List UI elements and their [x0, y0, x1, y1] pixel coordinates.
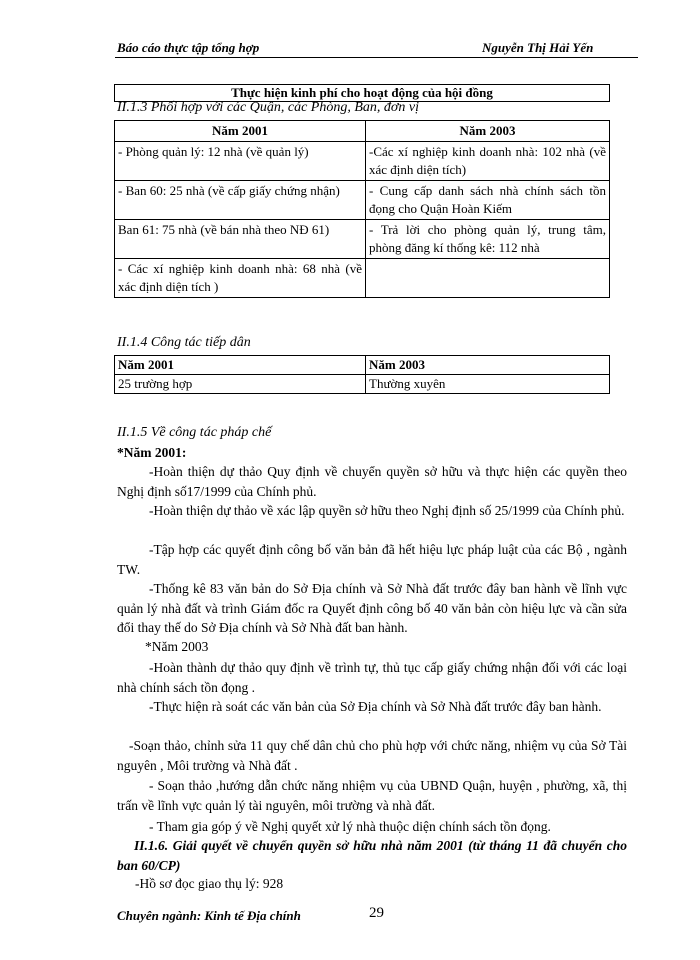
footer-left: Chuyên ngành: Kinh tế Địa chính	[117, 908, 301, 923]
table-header: Năm 2001	[115, 356, 366, 375]
citizen-reception-table	[114, 355, 610, 394]
year-heading-2001: *Năm 2001:	[117, 445, 187, 460]
header-left: Báo cáo thực tập tổng hợp	[117, 40, 260, 55]
table-cell: -Các xí nghiệp kinh doanh nhà: 102 nhà (về xác định diện tích)	[366, 142, 610, 181]
table-cell: - Trả lời cho phòng quản lý, trung tâm, phòng đăng kí thống kê: 112 nhà	[366, 220, 610, 259]
table-cell: - Ban 60: 25 nhà (về cấp giấy chứng nhận)	[115, 181, 366, 220]
coordination-table	[114, 120, 610, 298]
paragraph: -Hoàn thành dự thảo quy định về trình tự, thủ tục cấp giấy chứng nhận đối với các loại nhà chính sách tồn đọng .	[117, 660, 627, 695]
header-rule	[115, 57, 638, 58]
table-row	[115, 181, 610, 220]
paragraph: -Hồ sơ đọc giao thụ lý: 928	[135, 876, 284, 891]
table-cell: - Cung cấp danh sách nhà chính sách tồn đọng cho Quận Hoàn Kiếm	[366, 181, 610, 220]
paragraph: - Soạn thảo ,hướng dẫn chức năng nhiệm vụ của UBND Quận, huyện , phường, xã, thị trấn về lĩnh vực quản lý tài nguyên, môi trường và nhà đất.	[117, 778, 627, 813]
funding-box-text: Thực hiện kinh phí cho hoạt động của hội đồng	[115, 85, 610, 102]
section-title-113: II.1.3 Phối hợp với các Quận, các Phòng, Ban, đơn vị	[117, 100, 419, 115]
header-right: Nguyễn Thị Hải Yến	[482, 40, 594, 55]
table-cell: Thường xuyên	[366, 375, 610, 394]
table-cell: 25 trường hợp	[115, 375, 366, 394]
paragraph: -Soạn thảo, chỉnh sửa 11 quy chế dân chủ cho phù hợp với chức năng, nhiệm vụ của Sở Tài nguyên , Môi trường và Nhà đất .	[117, 738, 627, 773]
paragraph: -Hoàn thiện dự thảo Quy định về chuyển quyền sở hữu và thực hiện các quyền theo Nghị định số17/1999 của Chính phủ.	[117, 464, 627, 499]
table-header: Năm 2003	[366, 121, 610, 142]
paragraph: -Hoàn thiện dự thảo về xác lập quyền sở hữu theo Nghị định số 25/1999 của Chính phủ.	[149, 503, 625, 518]
year-heading-2003: *Năm 2003	[145, 639, 209, 654]
table-cell: Ban 61: 75 nhà (về bán nhà theo NĐ 61)	[115, 220, 366, 259]
table-header: Năm 2003	[366, 356, 610, 375]
section-title-115: II.1.5 Về công tác pháp chế	[117, 425, 272, 440]
table-cell	[366, 259, 610, 298]
table-cell: - Các xí nghiệp kinh doanh nhà: 68 nhà (về xác định diện tích )	[115, 259, 366, 298]
table-row	[115, 142, 610, 181]
table-row	[115, 259, 610, 298]
table-row	[115, 220, 610, 259]
paragraph: - Tham gia góp ý về Nghị quyết xử lý nhà thuộc diện chính sách tồn đọng.	[149, 819, 551, 834]
table-row	[115, 375, 610, 394]
paragraph: -Thực hiện rà soát các văn bản của Sở Địa chính và Sở Nhà đất trước đây ban hành.	[149, 699, 602, 714]
paragraph: -Thống kê 83 văn bản do Sở Địa chính và Sở Nhà đất trước đây ban hành về lĩnh vực quản lý nhà đất và trình Giám đốc ra Quyết định công bố 40 văn bản còn hiệu lực và cần sửa đổi thay thế do Sở Địa chính và Sở Nhà đất ban hành.	[117, 581, 627, 635]
table-header: Năm 2001	[115, 121, 366, 142]
page-number: 29	[369, 905, 384, 921]
table-cell: - Phòng quản lý: 12 nhà (về quản lý)	[115, 142, 366, 181]
section-title-114: II.1.4 Công tác tiếp dân	[117, 335, 251, 350]
subsection-title-116: II.1.6. Giải quyết về chuyển quyền sở hữu nhà năm 2001 (từ tháng 11 đã chuyển cho ban 60/CP)	[117, 838, 627, 873]
paragraph: -Tập hợp các quyết định công bố văn bản đã hết hiệu lực pháp luật của các Bộ , ngành TW.	[117, 542, 627, 577]
